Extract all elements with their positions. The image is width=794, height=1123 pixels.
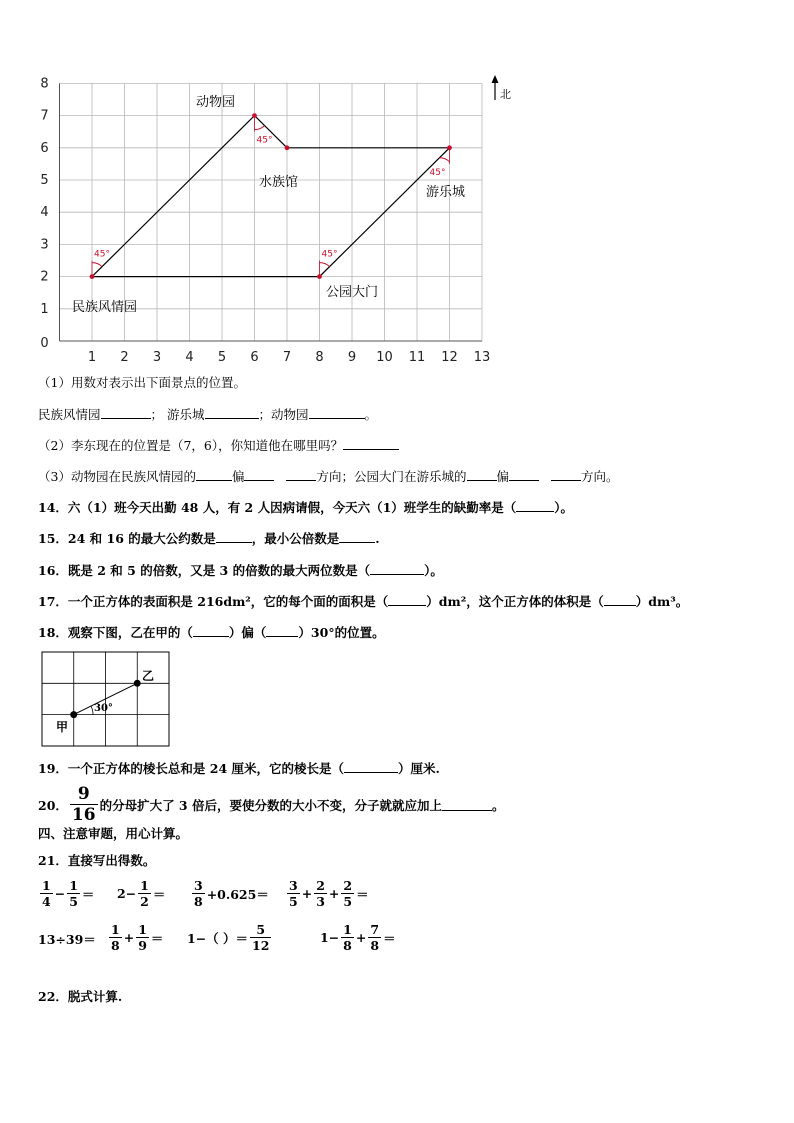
- x-tick-label: 2: [120, 350, 129, 365]
- q13-part1: （1）用数对表示出下面景点的位置。: [38, 375, 246, 390]
- label-amusement: 游乐城: [426, 185, 466, 200]
- numerator: 1: [140, 878, 149, 893]
- denominator: 8: [343, 938, 352, 953]
- pian-text: 偏: [231, 469, 245, 484]
- numerator: 3: [289, 878, 298, 893]
- answer-blank[interactable]: [205, 406, 259, 419]
- y-tick-label: 4: [40, 205, 49, 221]
- numerator: 1: [111, 922, 120, 937]
- answer-blank[interactable]: [388, 593, 426, 606]
- denominator: 5: [69, 894, 78, 909]
- angle-label: 45°: [321, 249, 338, 260]
- answer-blank[interactable]: [516, 499, 554, 512]
- answer-blank[interactable]: [370, 562, 424, 575]
- section-4-heading: 四、注意审题，用心计算。: [38, 826, 189, 841]
- x-tick-label: 6: [250, 350, 259, 365]
- q16-end: ）。: [424, 563, 443, 578]
- expr-prefix: 2−: [117, 886, 137, 901]
- q18-grid-figure: [40, 650, 172, 750]
- angle-arc: [255, 126, 265, 130]
- equals: ＝: [81, 886, 95, 902]
- x-tick-label: 3: [152, 350, 162, 365]
- operator: +: [328, 886, 340, 901]
- q21-expr-1: [38, 878, 94, 909]
- denominator: 9: [138, 938, 147, 953]
- q21-expr-7: [187, 922, 273, 953]
- q21-expr-2: [117, 878, 165, 909]
- q14-end: ）。: [554, 500, 574, 515]
- label-zoo: 动物园: [196, 95, 236, 110]
- question-16: [38, 562, 443, 579]
- q13-part1-answers: [38, 406, 377, 423]
- answer-blank[interactable]: [509, 468, 539, 481]
- equals: ＝: [152, 886, 166, 902]
- answer-blank[interactable]: [309, 406, 365, 419]
- answer-blank[interactable]: [339, 530, 375, 543]
- answer-blank[interactable]: [101, 406, 151, 419]
- numerator: 1: [42, 878, 51, 893]
- q18-text: 18．观察下图，乙在甲的（: [38, 625, 193, 640]
- denominator: 8: [111, 938, 120, 953]
- numerator: 5: [256, 922, 266, 937]
- q20-end: 。: [491, 797, 505, 813]
- numerator: 1: [69, 878, 78, 893]
- y-tick-label: 6: [40, 140, 49, 156]
- answer-blank[interactable]: [551, 468, 581, 481]
- period: 。: [364, 407, 378, 422]
- y-tick-label: 1: [40, 301, 49, 317]
- x-tick-label: 1: [87, 350, 97, 365]
- answer-blank[interactable]: [196, 468, 232, 481]
- angle-arc: [440, 158, 450, 162]
- y-tick-label: 7: [40, 108, 49, 124]
- label-aquarium: 水族馆: [259, 175, 299, 190]
- q13-part3-end: 方向。: [581, 469, 619, 484]
- q19-text: 19．一个正方体的棱长总和是 24 厘米，它的棱长是（: [38, 761, 344, 776]
- point-jia: [70, 711, 77, 718]
- x-tick-label: 7: [282, 350, 292, 365]
- numerator: 1: [343, 922, 352, 937]
- numerator: 2: [343, 878, 353, 893]
- question-21-title: 21．直接写出得数。: [38, 853, 156, 868]
- denominator: 8: [370, 938, 380, 953]
- q15-text: 15．24 和 16 的最大公约数是: [38, 531, 216, 546]
- q14-text: 14．六（1）班今天出勤 48 人，有 2 人因病请假，今天六（1）班学生的缺勤率是（: [38, 500, 517, 515]
- y-tick-label: 0: [40, 336, 49, 351]
- angle-label: 45°: [256, 135, 273, 146]
- x-tick-label: 10: [376, 350, 393, 365]
- point-yi: [134, 680, 141, 687]
- q20-num-label: 20．: [38, 797, 68, 813]
- q21-expr-8: [320, 922, 396, 953]
- equals: ＝: [383, 930, 396, 946]
- expr-text: 13÷39＝: [38, 932, 96, 947]
- denominator: 12: [252, 938, 270, 953]
- x-tick-label: 5: [217, 350, 227, 365]
- denominator: 2: [140, 894, 149, 909]
- question-22-title: 22．脱式计算.: [38, 989, 123, 1004]
- y-tick-label: 8: [40, 76, 49, 92]
- equals: ＝: [150, 930, 164, 946]
- pian-text: 偏: [496, 469, 510, 484]
- x-tick-label: 4: [185, 350, 194, 365]
- q21-expr-4: [285, 878, 369, 909]
- q18-label-jia: 甲: [56, 720, 69, 734]
- q17-end: ）dm³。: [635, 594, 689, 609]
- q17-text2: ）dm²，这个正方体的体积是（: [426, 594, 604, 609]
- denominator: 8: [194, 894, 203, 909]
- answer-blank[interactable]: [244, 468, 274, 481]
- q20-text: 的分母扩大了 3 倍后，要使分数的大小不变，分子就就应加上: [99, 797, 442, 813]
- operator: +: [123, 930, 135, 945]
- q17-text: 17．一个正方体的表面积是 216dm²，它的每个面的面积是（: [38, 594, 389, 609]
- x-tick-label: 8: [315, 350, 324, 365]
- q18-angle-label: 30°: [94, 703, 113, 714]
- label-gate: 公园大门: [326, 285, 379, 300]
- operator: +: [355, 930, 367, 945]
- denominator: 5: [289, 894, 298, 909]
- q13-part2-text: （2）李东现在的位置是（7，6），你知道他在哪里吗？: [38, 438, 344, 453]
- q21-expr-3: [190, 878, 269, 909]
- answer-blank[interactable]: [286, 468, 316, 481]
- answer-blank[interactable]: [216, 530, 252, 543]
- angle-label: 45°: [94, 249, 110, 260]
- q18-end: ）30°的位置。: [298, 625, 385, 640]
- expr-suffix: +0.625＝: [206, 886, 269, 902]
- operator: +: [301, 886, 313, 901]
- x-tick-label: 9: [347, 350, 357, 365]
- expr-prefix: 1−（ ）＝: [187, 930, 249, 946]
- operator: −: [54, 886, 66, 901]
- angle-arc: [320, 263, 330, 267]
- q13-garden-label: 民族风情园: [38, 407, 101, 422]
- q15-text2: ，最小公倍数是: [251, 531, 340, 546]
- question-20: [38, 784, 505, 825]
- answer-blank[interactable]: [343, 437, 399, 450]
- q15-end: .: [375, 531, 380, 546]
- denominator: 16: [71, 805, 96, 825]
- equals: ＝: [356, 886, 369, 902]
- label-garden: 民族风情园: [72, 300, 138, 315]
- denominator: 3: [316, 894, 325, 909]
- angle-label: 45°: [429, 167, 446, 178]
- numerator: 2: [316, 878, 325, 893]
- numerator: 1: [138, 922, 147, 937]
- question-19: [38, 760, 440, 777]
- question-17: [38, 593, 688, 610]
- question-18: [38, 624, 385, 641]
- question-14: [38, 499, 573, 516]
- expr-prefix: 1−: [320, 930, 340, 945]
- q21-expr-6: [107, 922, 163, 953]
- q18-text2: ）偏（: [228, 625, 267, 640]
- answer-blank[interactable]: [442, 798, 492, 811]
- numerator: 7: [370, 922, 380, 937]
- answer-blank[interactable]: [467, 468, 497, 481]
- numerator: 9: [77, 784, 90, 804]
- answer-blank[interactable]: [604, 593, 636, 606]
- angle-arc: [92, 263, 102, 267]
- answer-blank[interactable]: [193, 624, 229, 637]
- location-point: [285, 145, 290, 150]
- x-tick-label: 11: [408, 350, 426, 365]
- x-tick-label: 13: [473, 350, 491, 365]
- q19-end: ）厘米.: [398, 761, 440, 776]
- q18-label-yi: 乙: [142, 669, 155, 683]
- y-tick-label: 5: [40, 173, 49, 188]
- q13-amusement-label: ； 游乐城: [150, 407, 205, 422]
- denominator: 4: [42, 894, 51, 909]
- y-tick-label: 3: [40, 237, 49, 253]
- q21-expr-5: [38, 930, 96, 948]
- answer-blank[interactable]: [344, 760, 398, 773]
- q13-part3-text2: 方向；公园大门在游乐城的: [316, 469, 467, 484]
- q13-part2: [38, 437, 399, 454]
- question-15: [38, 530, 380, 547]
- north-label: 北: [500, 88, 511, 101]
- q20-fraction: [70, 784, 98, 825]
- y-tick-label: 2: [40, 269, 49, 285]
- q16-text: 16．既是 2 和 5 的倍数，又是 3 的倍数的最大两位数是（: [38, 563, 371, 578]
- numerator: 3: [194, 878, 203, 893]
- coordinate-map: [0, 0, 794, 380]
- north-arrowhead-icon: [492, 75, 499, 83]
- denominator: 5: [343, 894, 353, 909]
- q13-zoo-label: ；动物园: [258, 407, 309, 422]
- q13-part3-text: （3）动物园在民族风情园的: [38, 469, 196, 484]
- q13-part3: [38, 468, 619, 485]
- x-tick-label: 12: [441, 350, 458, 365]
- answer-blank[interactable]: [266, 624, 298, 637]
